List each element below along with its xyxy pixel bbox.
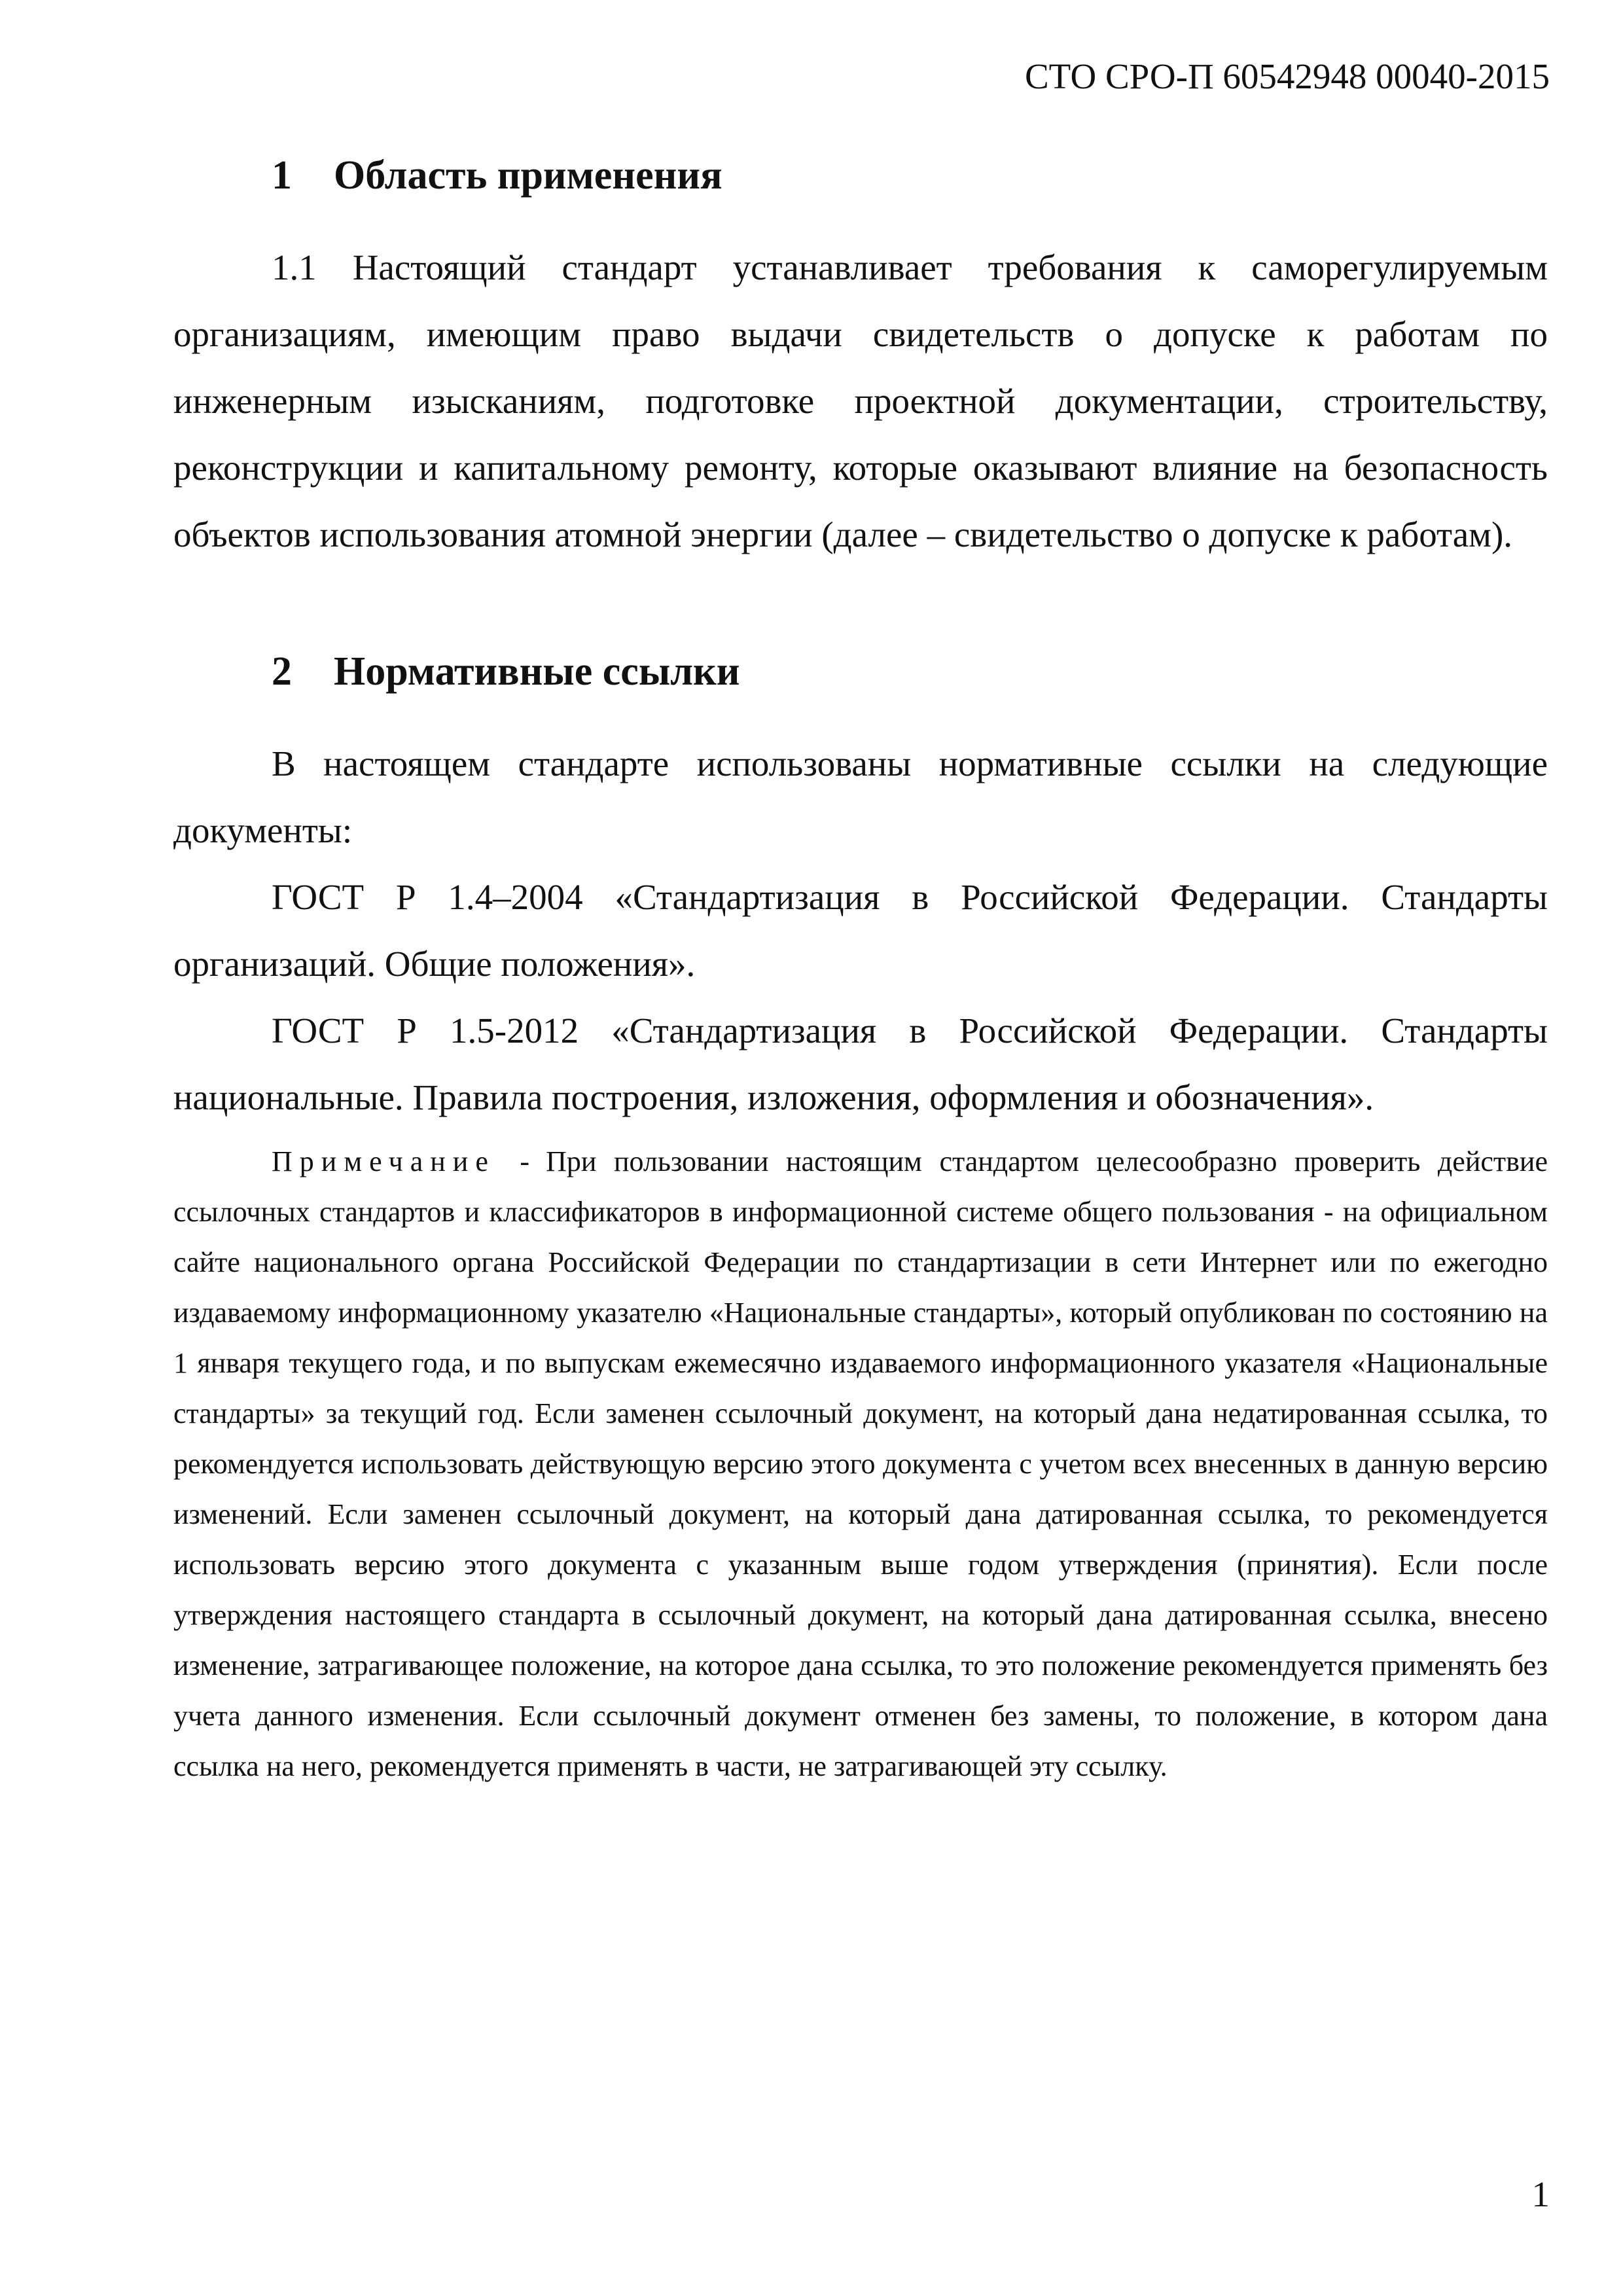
reference-item: ГОСТ Р 1.4–2004 «Стандартизация в Российской Федерации. Стандарты организаций. Общие положения». <box>173 877 1548 984</box>
section-1-heading <box>173 149 1548 202</box>
section-2-title: Нормативные ссылки <box>334 649 740 694</box>
section-2-number: 2 <box>272 649 292 694</box>
section-2-intro: В настоящем стандарте использованы нормативные ссылки на следующие документы: <box>173 744 1548 850</box>
note-paragraph <box>173 1136 1548 1791</box>
section-2-heading <box>173 645 1548 698</box>
section-1-title: Область применения <box>334 153 722 198</box>
section-1-paragraph: 1.1 Настоящий стандарт устанавливает требования к саморегулируемым организациям, имеющим право выдачи свидетельств о допуске к работам по инженерным изысканиям, подготовке проектной документации, строительству, реконструкции и капитальному ремонту, которые оказывают влияние на безопасность объектов использования атомной энергии (далее – свидетельство о допуске к работам). <box>173 247 1548 554</box>
page-content <box>173 149 1548 1791</box>
document-code: СТО СРО-П 60542948 00040-2015 <box>1024 56 1550 96</box>
section-1-number: 1 <box>272 153 292 198</box>
page-number: 1 <box>1531 2174 1550 2214</box>
reference-item: ГОСТ Р 1.5-2012 «Стандартизация в Российской Федерации. Стандарты национальные. Правила построения, изложения, оформления и обозначения». <box>173 1011 1548 1117</box>
note-text: При пользовании настоящим стандартом целесообразно проверить действие ссылочных стандартов и классификаторов в информационной системе общего пользования - на официальном сайте национального органа Российской Федерации по стандартизации в сети Интернет или по ежегодно издаваемому информационному указателю «Национальные стандарты», который опубликован по состоянию на 1 января текущего года, и по выпускам ежемесячно издаваемого информационного указателя «Национальные стандарты» за текущий год. Если заменен ссылочный документ, на который дана недатированная ссылка, то рекомендуется использовать действующую версию этого документа с учетом всех внесенных в данную версию изменений. Если заменен ссылочный документ, на который дана датированная ссылка, то рекомендуется использовать версию этого документа с указанным выше годом утверждения (принятия). Если после утверждения настоящего стандарта в ссылочный документ, на который дана датированная ссылка, внесено изменение, затрагивающее положение, на которое дана ссылка, то это положение рекомендуется применять без учета данного изменения. Если ссылочный документ отменен без замены, то положение, в котором дана ссылка на него, рекомендуется применять в части, не затрагивающей эту ссылку. <box>173 1145 1548 1782</box>
note-label: Примечание - <box>272 1145 537 1177</box>
